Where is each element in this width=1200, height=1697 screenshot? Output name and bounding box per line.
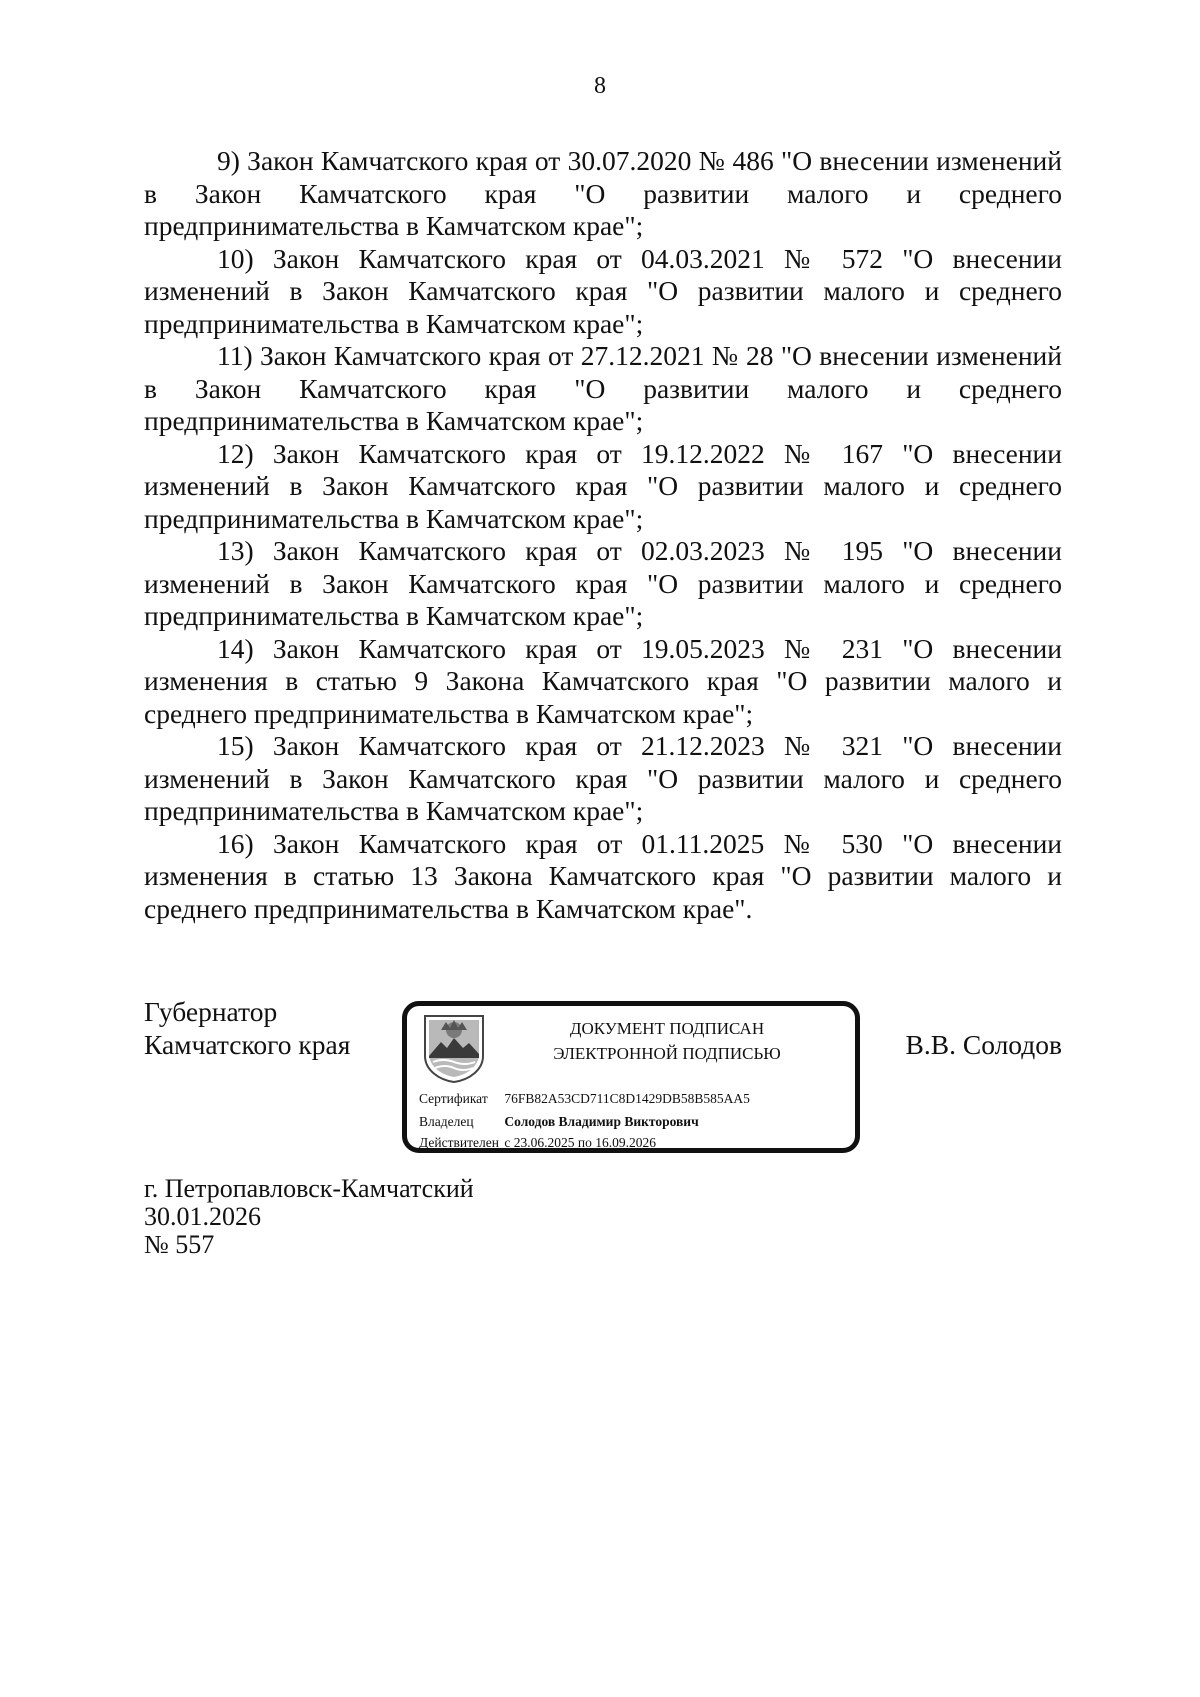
document-number: № 557 (144, 1230, 215, 1259)
place-of-signing: г. Петропавловск-Камчатский (144, 1174, 474, 1203)
law-item-11: 11) Закон Камчатского края от 27.12.2021 № 28 "О внесении изменений в Закон Камчатского края "О развитии малого и среднего предпринимательства в Камчатском крае"; (144, 340, 1062, 436)
stamp-validity-row (419, 1134, 656, 1152)
law-item-16: 16) Закон Камчатского края от 01.11.2025 № 530 "О внесении изменения в статью 13 Закона Камчатского края "О развитии малого и среднего предпринимательства в Камчатском крае". (144, 827, 1062, 924)
stamp-heading-line1: ДОКУМЕНТ ПОДПИСАН (569, 1019, 765, 1038)
place-date-block (144, 1175, 474, 1259)
law-item-14: 14) Закон Камчатского края от 19.05.2023 № 231 "О внесении изменения в статью 9 Закона Камчатского края "О развитии малого и среднего предпринимательства в Камчатском крае"; (144, 632, 1062, 729)
certificate-label: Сертификат (419, 1091, 488, 1106)
stamp-certificate-row (419, 1090, 750, 1108)
validity-value: с 23.06.2025 по 16.09.2026 (504, 1135, 656, 1150)
law-item-9: 9) Закон Камчатского края от 30.07.2020 № 486 "О внесении изменений в Закон Камчатского края "О развитии малого и среднего предпринимательства в Камчатском крае"; (144, 145, 1062, 241)
page-number: 8 (594, 73, 606, 99)
certificate-value: 76FB82A53CD711C8D1429DB58B585AA5 (504, 1091, 750, 1106)
law-item-10: 10) Закон Камчатского края от 04.03.2021 № 572 "О внесении изменений в Закон Камчатского края "О развитии малого и среднего предпринимательства в Камчатском крае"; (144, 242, 1062, 339)
stamp-heading (517, 1016, 817, 1066)
signer-position (144, 995, 350, 1061)
kamchatka-coat-of-arms-icon (419, 1012, 489, 1084)
law-item-12: 12) Закон Камчатского края от 19.12.2022 № 167 "О внесении изменений в Закон Камчатского края "О развитии малого и среднего предпринимательства в Камчатском крае"; (144, 437, 1062, 534)
law-item-15: 15) Закон Камчатского края от 21.12.2023 № 321 "О внесении изменений в Закон Камчатского края "О развитии малого и среднего предпринимательства в Камчатском крае"; (144, 730, 1062, 826)
owner-value: Солодов Владимир Викторович (504, 1114, 699, 1129)
law-list (144, 145, 1062, 925)
owner-label: Владелец (419, 1114, 474, 1129)
law-item-13: 13) Закон Камчатского края от 02.03.2023 № 195 "О внесении изменений в Закон Камчатского края "О развитии малого и среднего предпринимательства в Камчатском крае"; (144, 535, 1062, 631)
stamp-owner-row (419, 1113, 699, 1131)
signer-position-line2: Камчатского края (144, 1029, 351, 1060)
signer-name: В.В. Солодов (905, 1029, 1062, 1060)
stamp-heading-line2: ЭЛЕКТРОННОЙ ПОДПИСЬЮ (553, 1044, 781, 1063)
electronic-signature-stamp (402, 1001, 860, 1153)
signer-position-line1: Губернатор (144, 996, 278, 1027)
validity-label: Действителен (419, 1135, 499, 1150)
document-date: 30.01.2026 (144, 1202, 261, 1231)
